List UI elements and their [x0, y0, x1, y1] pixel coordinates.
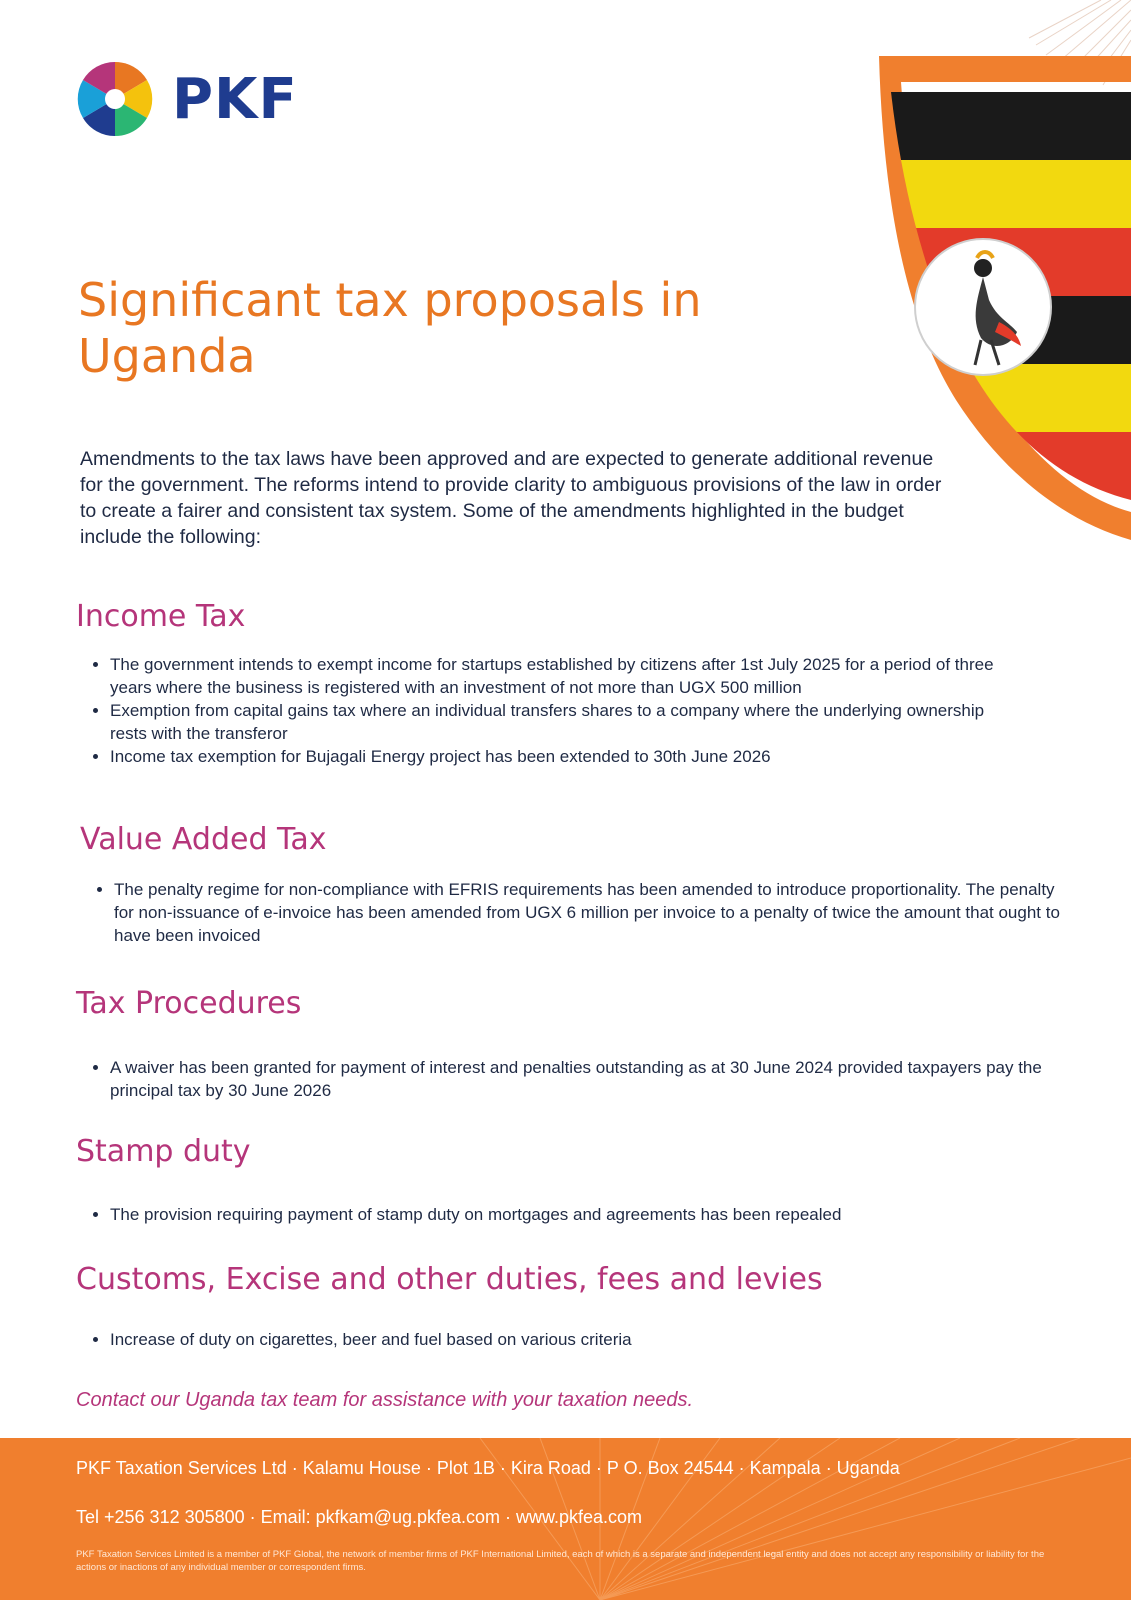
- section-heading-stamp-duty: Stamp duty: [76, 1134, 251, 1169]
- pkf-pinwheel-icon: [76, 60, 154, 138]
- section-heading-vat: Value Added Tax: [80, 822, 327, 857]
- section-heading-customs: Customs, Excise and other duties, fees and levies: [76, 1262, 823, 1297]
- page-title: Significant tax proposals in Uganda: [78, 273, 702, 383]
- footer-address: PKF Taxation Services Ltd · Kalamu House · Plot 1B · Kira Road · P O. Box 24544 · Kampala · Uganda: [76, 1458, 900, 1478]
- list-item: • The provision requiring payment of stamp duty on mortgages and agreements has been repealed: [110, 1203, 1070, 1226]
- list-item: • Income tax exemption for Bujagali Energy project has been extended to 30th June 2026: [110, 745, 1020, 768]
- intro-paragraph: Amendments to the tax laws have been approved and are expected to generate additional revenue for the government. The reforms intend to provide clarity to ambiguous provisions of the law in order to create a fairer and consistent tax system. Some of the amendments highlighted in the budget include the following:: [80, 448, 942, 548]
- list-item: • The penalty regime for non-compliance with EFRIS requirements has been amended to introduce proportionality. The penalty for non-issuance of e-invoice has been amended from UGX 6 million per invoice to a penalty of twice the amount that ought to have been invoiced: [114, 878, 1074, 947]
- income-tax-list: [78, 653, 1020, 768]
- list-item: • The government intends to exempt income for startups established by citizens after 1st July 2025 for a period of three years where the business is registered with an investment of not more than UGX 500 million: [110, 653, 1020, 699]
- list-item: • A waiver has been granted for payment of interest and penalties outstanding as at 30 June 2024 provided taxpayers pay the principal tax by 30 June 2026: [110, 1056, 1070, 1102]
- footer-legal: PKF Taxation Services Limited is a member of PKF Global, the network of member firms of PKF International Limited, each of which is a separate and independent legal entity and does not accept any responsibility or liability for the actions or inactions of any individual member or correspondent firms.: [76, 1549, 1045, 1573]
- footer-band: [0, 1438, 1131, 1600]
- pkf-logo: [76, 60, 298, 138]
- stamp-duty-list: [78, 1203, 1070, 1226]
- section-heading-tax-procedures: Tax Procedures: [76, 986, 302, 1021]
- footer-contact: Tel +256 312 305800 · Email: pkfkam@ug.pkfea.com · www.pkfea.com: [76, 1507, 643, 1527]
- logo-wordmark: PKF: [172, 66, 298, 132]
- tax-procedures-list: [78, 1056, 1070, 1102]
- customs-list: [78, 1328, 1070, 1351]
- list-item: • Exemption from capital gains tax where an individual transfers shares to a company where the underlying ownership rests with the transferor: [110, 699, 1020, 745]
- vat-list: [82, 878, 1074, 947]
- section-heading-income-tax: Income Tax: [76, 599, 246, 634]
- crested-crane-emblem: [915, 239, 1051, 375]
- list-item: • Increase of duty on cigarettes, beer and fuel based on various criteria: [110, 1328, 1070, 1351]
- contact-callout: Contact our Uganda tax team for assistance with your taxation needs.: [76, 1389, 694, 1411]
